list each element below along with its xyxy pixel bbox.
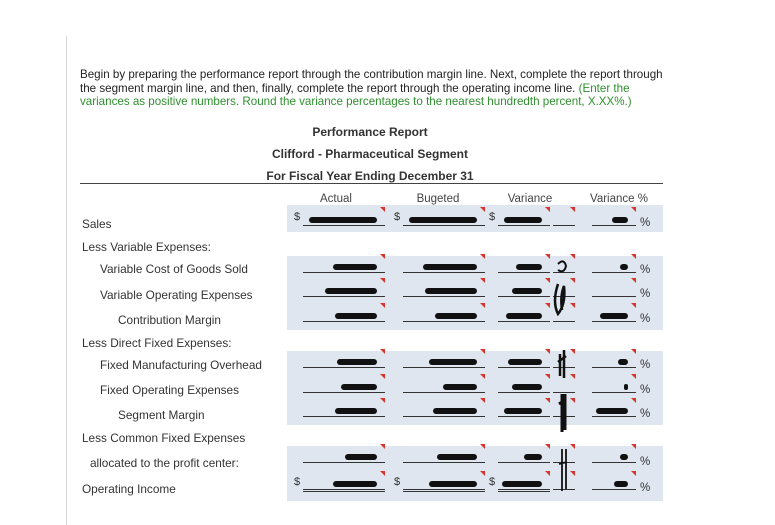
input-flag: [570, 444, 575, 449]
input-oi-variance-pct[interactable]: [592, 477, 636, 490]
input-cm-actual[interactable]: [303, 309, 385, 322]
col-header-budgeted: Bugeted: [416, 193, 460, 205]
label-sales: Sales: [82, 217, 112, 231]
input-var-opex-actual[interactable]: [303, 284, 385, 297]
instruction-line-2-green: (Enter the: [578, 81, 630, 95]
label-less-direct-fixed: Less Direct Fixed Expenses:: [82, 336, 232, 350]
redaction-scribble: [335, 313, 377, 319]
input-flag: [380, 398, 385, 403]
redaction-scribble: [409, 217, 477, 223]
percent-sign: %: [640, 217, 651, 229]
input-flag: [545, 444, 550, 449]
input-flag: [380, 374, 385, 379]
redaction-scribble: [614, 481, 628, 487]
redaction-scribble: [325, 288, 377, 294]
input-var-opex-budgeted[interactable]: [403, 284, 485, 297]
redaction-scribble: [504, 217, 542, 223]
input-oi-actual[interactable]: [303, 477, 385, 492]
input-flag: [570, 398, 575, 403]
input-flag: [545, 374, 550, 379]
dollar-sign: $: [394, 211, 401, 223]
redaction-scribble: [437, 454, 477, 460]
report-title: Performance Report: [312, 125, 428, 139]
input-fmo-variance-pct[interactable]: [592, 355, 636, 368]
input-flag: [380, 278, 385, 283]
input-sm-budgeted[interactable]: [403, 404, 485, 417]
input-flag: [480, 471, 485, 476]
percent-sign: %: [640, 288, 651, 300]
redaction-scribble: [429, 481, 477, 487]
redaction-scribble: [524, 454, 542, 460]
input-flag: [380, 349, 385, 354]
input-flag: [570, 471, 575, 476]
redaction-scribble: [335, 408, 377, 414]
input-sm-actual[interactable]: [303, 404, 385, 417]
select-var-opex-fu[interactable]: [553, 284, 575, 297]
report-period: For Fiscal Year Ending December 31: [266, 169, 474, 183]
redaction-scribble: [443, 384, 477, 390]
input-flag: [545, 254, 550, 259]
redaction-scribble: [502, 481, 542, 487]
label-var-cogs: Variable Cost of Goods Sold: [100, 262, 248, 276]
redaction-scribble: [425, 288, 477, 294]
redaction-scribble: [345, 454, 377, 460]
input-fopex-actual[interactable]: [303, 380, 385, 393]
input-flag: [631, 207, 636, 212]
input-flag: [380, 254, 385, 259]
percent-sign: %: [640, 384, 651, 396]
input-flag: [631, 278, 636, 283]
select-fopex-fu[interactable]: [553, 380, 575, 393]
input-sm-variance[interactable]: [498, 404, 550, 417]
percent-sign: %: [640, 456, 651, 468]
input-flag: [570, 254, 575, 259]
dollar-sign: $: [294, 476, 301, 488]
input-flag: [570, 374, 575, 379]
input-flag: [631, 303, 636, 308]
input-flag: [480, 207, 485, 212]
label-contribution-margin: Contribution Margin: [118, 313, 221, 327]
input-flag: [570, 349, 575, 354]
select-fmo-fu[interactable]: [553, 355, 575, 368]
select-cm-fu[interactable]: [553, 309, 575, 322]
instruction-line-2: [80, 82, 770, 96]
input-var-cogs-variance[interactable]: [498, 260, 550, 273]
percent-sign: %: [640, 313, 651, 325]
input-flag: [570, 278, 575, 283]
redaction-scribble: [620, 454, 628, 460]
input-flag: [631, 398, 636, 403]
redaction-scribble: [433, 408, 477, 414]
header-divider: [80, 183, 663, 184]
input-flag: [631, 374, 636, 379]
input-flag: [480, 444, 485, 449]
redaction-scribble: [309, 217, 377, 223]
label-operating-income: Operating Income: [82, 482, 176, 496]
instruction-line-1: Begin by preparing the performance report through the contribution margin line. Next, complete the report through: [80, 68, 663, 81]
input-flag: [380, 471, 385, 476]
input-cm-variance-pct[interactable]: [592, 309, 636, 322]
redaction-scribble: [506, 313, 542, 319]
input-fmo-actual[interactable]: [303, 355, 385, 368]
percent-sign: %: [640, 359, 651, 371]
input-flag: [480, 349, 485, 354]
input-sales-actual[interactable]: [303, 213, 385, 226]
instructions: [80, 68, 770, 109]
redaction-scribble: [423, 264, 477, 270]
redaction-scribble: [600, 313, 628, 319]
input-oi-budgeted[interactable]: [403, 477, 485, 492]
label-fixed-opex: Fixed Operating Expenses: [100, 383, 240, 397]
input-common-variance[interactable]: [498, 450, 550, 463]
redaction-scribble: [612, 217, 628, 223]
input-flag: [631, 444, 636, 449]
input-sales-variance[interactable]: [498, 213, 550, 226]
input-flag: [480, 374, 485, 379]
input-fmo-budgeted[interactable]: [403, 355, 485, 368]
input-fopex-variance[interactable]: [498, 380, 550, 393]
input-flag: [480, 254, 485, 259]
redaction-scribble: [624, 384, 628, 390]
redaction-scribble: [596, 408, 628, 414]
label-less-common-fixed: Less Common Fixed Expenses: [82, 431, 246, 445]
redaction-scribble: [435, 313, 477, 319]
label-fixed-mfg-overhead: Fixed Manufacturing Overhead: [100, 358, 262, 372]
instruction-line-3: variances as positive numbers. Round the variance percentages to the nearest hundredth percent, X.XX%.): [80, 95, 632, 108]
input-common-actual[interactable]: [303, 450, 385, 463]
input-flag: [545, 278, 550, 283]
percent-sign: %: [640, 482, 651, 494]
input-flag: [380, 444, 385, 449]
redaction-scribble: [341, 384, 377, 390]
input-flag: [631, 254, 636, 259]
redaction-scribble: [620, 264, 628, 270]
input-fmo-variance[interactable]: [498, 355, 550, 368]
redaction-scribble: [337, 359, 377, 365]
input-flag: [545, 398, 550, 403]
col-header-variance-pct: Variance %: [590, 193, 648, 205]
input-common-variance-pct[interactable]: [592, 450, 636, 463]
input-fopex-variance-pct[interactable]: [592, 380, 636, 393]
redaction-scribble: [333, 264, 377, 270]
instruction-line-2-text: the segment margin line, and then, finally, complete the report through the operating income line.: [80, 81, 576, 95]
input-var-opex-variance[interactable]: [498, 284, 550, 297]
col-header-actual: Actual: [320, 193, 352, 205]
input-cm-variance[interactable]: [498, 309, 550, 322]
input-var-cogs-budgeted[interactable]: [403, 260, 485, 273]
input-sales-variance-pct[interactable]: [592, 213, 636, 226]
dollar-sign: $: [394, 476, 401, 488]
input-flag: [631, 349, 636, 354]
redaction-scribble: [512, 288, 542, 294]
dollar-sign: $: [489, 211, 496, 223]
input-common-budgeted[interactable]: [403, 450, 485, 463]
input-flag: [480, 398, 485, 403]
input-sm-variance-pct[interactable]: [592, 404, 636, 417]
col-header-variance: Variance: [507, 193, 553, 205]
input-sales-budgeted[interactable]: [403, 213, 485, 226]
input-oi-variance[interactable]: [498, 477, 550, 492]
input-flag: [545, 349, 550, 354]
dollar-sign: $: [489, 476, 496, 488]
label-var-opex: Variable Operating Expenses: [100, 288, 253, 302]
select-common-fu[interactable]: [553, 450, 575, 463]
input-cm-budgeted[interactable]: [403, 309, 485, 322]
input-var-cogs-variance-pct[interactable]: [592, 260, 636, 273]
label-allocated: allocated to the profit center:: [90, 456, 239, 470]
left-divider: [66, 36, 67, 525]
label-segment-margin: Segment Margin: [118, 408, 205, 422]
redaction-scribble: [333, 481, 377, 487]
redaction-scribble: [512, 384, 542, 390]
dollar-sign: $: [294, 211, 301, 223]
select-sm-fu[interactable]: [553, 404, 575, 417]
select-sales-fu[interactable]: [553, 213, 575, 226]
redaction-scribble: [618, 359, 628, 365]
input-var-opex-variance-pct[interactable]: [592, 284, 636, 297]
input-flag: [545, 303, 550, 308]
input-flag: [545, 207, 550, 212]
input-flag: [545, 471, 550, 476]
select-var-cogs-fu[interactable]: [553, 260, 575, 273]
input-flag: [570, 303, 575, 308]
label-less-variable: Less Variable Expenses:: [82, 240, 211, 254]
report-subtitle: Clifford - Pharmaceutical Segment: [271, 147, 469, 161]
percent-sign: %: [640, 408, 651, 420]
redaction-scribble: [504, 408, 542, 414]
input-flag: [570, 207, 575, 212]
input-flag: [380, 207, 385, 212]
redaction-scribble: [516, 264, 542, 270]
input-flag: [631, 471, 636, 476]
input-flag: [480, 303, 485, 308]
redaction-scribble: [429, 359, 477, 365]
input-var-cogs-actual[interactable]: [303, 260, 385, 273]
input-flag: [480, 278, 485, 283]
input-flag: [380, 303, 385, 308]
select-oi-fu[interactable]: [553, 477, 575, 490]
percent-sign: %: [640, 264, 651, 276]
redaction-scribble: [508, 359, 542, 365]
input-fopex-budgeted[interactable]: [403, 380, 485, 393]
